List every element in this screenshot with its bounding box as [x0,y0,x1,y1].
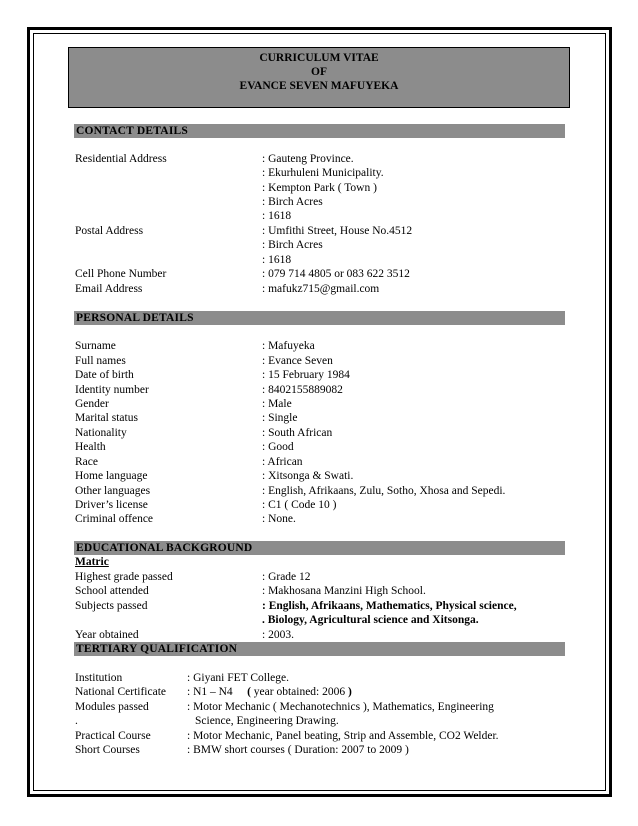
value-modules-line2: Science, Engineering Drawing. [195,715,339,727]
value-other-languages: : English, Afrikaans, Zulu, Sotho, Xhosa and Sepedi. [262,485,506,497]
label-residential-address: Residential Address [75,153,167,165]
value-residential-5: : 1618 [262,210,292,222]
value-postal-1: : Umfithi Street, House No.4512 [262,225,413,237]
label-school-attended: School attended [75,585,149,597]
value-modules-line1: : Motor Mechanic ( Mechanotechnics ), Mathematics, Engineering [187,701,494,713]
value-postal-3: : 1618 [262,254,292,266]
label-modules-passed: Modules passed [75,701,149,713]
value-race: : African [262,456,303,468]
label-health: Health [75,441,106,453]
label-nationality: Nationality [75,427,127,439]
value-subjects-line2: . Biology, Agricultural science and Xitsonga. [262,614,479,626]
value-marital-status: : Single [262,412,298,424]
matric-subheading: Matric [75,556,109,568]
value-residential-3: : Kempton Park ( Town ) [262,182,377,194]
label-home-language: Home language [75,470,148,482]
value-subjects-line1: : English, Afrikaans, Mathematics, Physical science, [262,600,517,612]
value-surname: : Mafuyeka [262,340,315,352]
value-national-certificate [187,685,352,699]
value-short-courses: : BMW short courses ( Duration: 2007 to 2009 ) [187,744,409,756]
label-criminal-offence: Criminal offence [75,513,154,525]
label-marital-status: Marital status [75,412,138,424]
label-highest-grade: Highest grade passed [75,571,173,583]
value-home-language: : Xitsonga & Swati. [262,470,354,482]
value-residential-2: : Ekurhuleni Municipality. [262,167,384,179]
value-identity-number: : 8402155889082 [262,384,343,396]
label-full-names: Full names [75,355,126,367]
value-health: : Good [262,441,294,453]
value-criminal-offence: : None. [262,513,296,525]
section-heading-personal: PERSONAL DETAILS [74,311,565,325]
value-cell-phone: : 079 714 4805 or 083 622 3512 [262,268,410,280]
section-heading-tertiary: TERTIARY QUALIFICATION [74,642,565,656]
cv-title-line2: OF [311,66,327,78]
certificate-year: year obtained: 2006 [250,686,348,698]
value-practical-course: : Motor Mechanic, Panel beating, Strip and Assemble, CO2 Welder. [187,730,499,742]
value-postal-2: : Birch Acres [262,239,323,251]
label-postal-address: Postal Address [75,225,144,237]
label-race: Race [75,456,98,468]
certificate-level: : N1 – N4 [187,686,233,698]
value-highest-grade: : Grade 12 [262,571,311,583]
modules-continuation-dot: . [75,715,78,727]
label-cell-phone: Cell Phone Number [75,268,167,280]
label-drivers-license: Driver’s license [75,499,148,511]
label-email: Email Address [75,283,143,295]
value-school-attended: : Makhosana Manzini High School. [262,585,426,597]
label-date-of-birth: Date of birth [75,369,134,381]
value-year-obtained: : 2003. [262,629,294,641]
section-heading-contact: CONTACT DETAILS [74,124,565,138]
certificate-paren-close: ) [348,686,352,698]
cv-title-box [68,47,570,108]
label-gender: Gender [75,398,109,410]
label-national-certificate: National Certificate [75,686,167,698]
value-nationality: : South African [262,427,333,439]
cv-title-name: EVANCE SEVEN MAFUYEKA [239,80,399,92]
label-institution: Institution [75,672,123,684]
label-year-obtained: Year obtained [75,629,139,641]
cv-title-line1: CURRICULUM VITAE [259,52,379,64]
label-subjects-passed: Subjects passed [75,600,148,612]
label-surname: Surname [75,340,116,352]
label-other-languages: Other languages [75,485,151,497]
value-residential-4: : Birch Acres [262,196,323,208]
label-short-courses: Short Courses [75,744,140,756]
value-full-names: : Evance Seven [262,355,333,367]
value-drivers-license: : C1 ( Code 10 ) [262,499,337,511]
value-institution: : Giyani FET College. [187,672,290,684]
certificate-paren-open: ( [247,686,251,698]
label-practical-course: Practical Course [75,730,151,742]
value-date-of-birth: : 15 February 1984 [262,369,350,381]
section-heading-education: EDUCATIONAL BACKGROUND [74,541,565,555]
label-identity-number: Identity number [75,384,149,396]
value-gender: : Male [262,398,292,410]
value-residential-1: : Gauteng Province. [262,153,354,165]
value-email: : mafukz715@gmail.com [262,283,380,295]
